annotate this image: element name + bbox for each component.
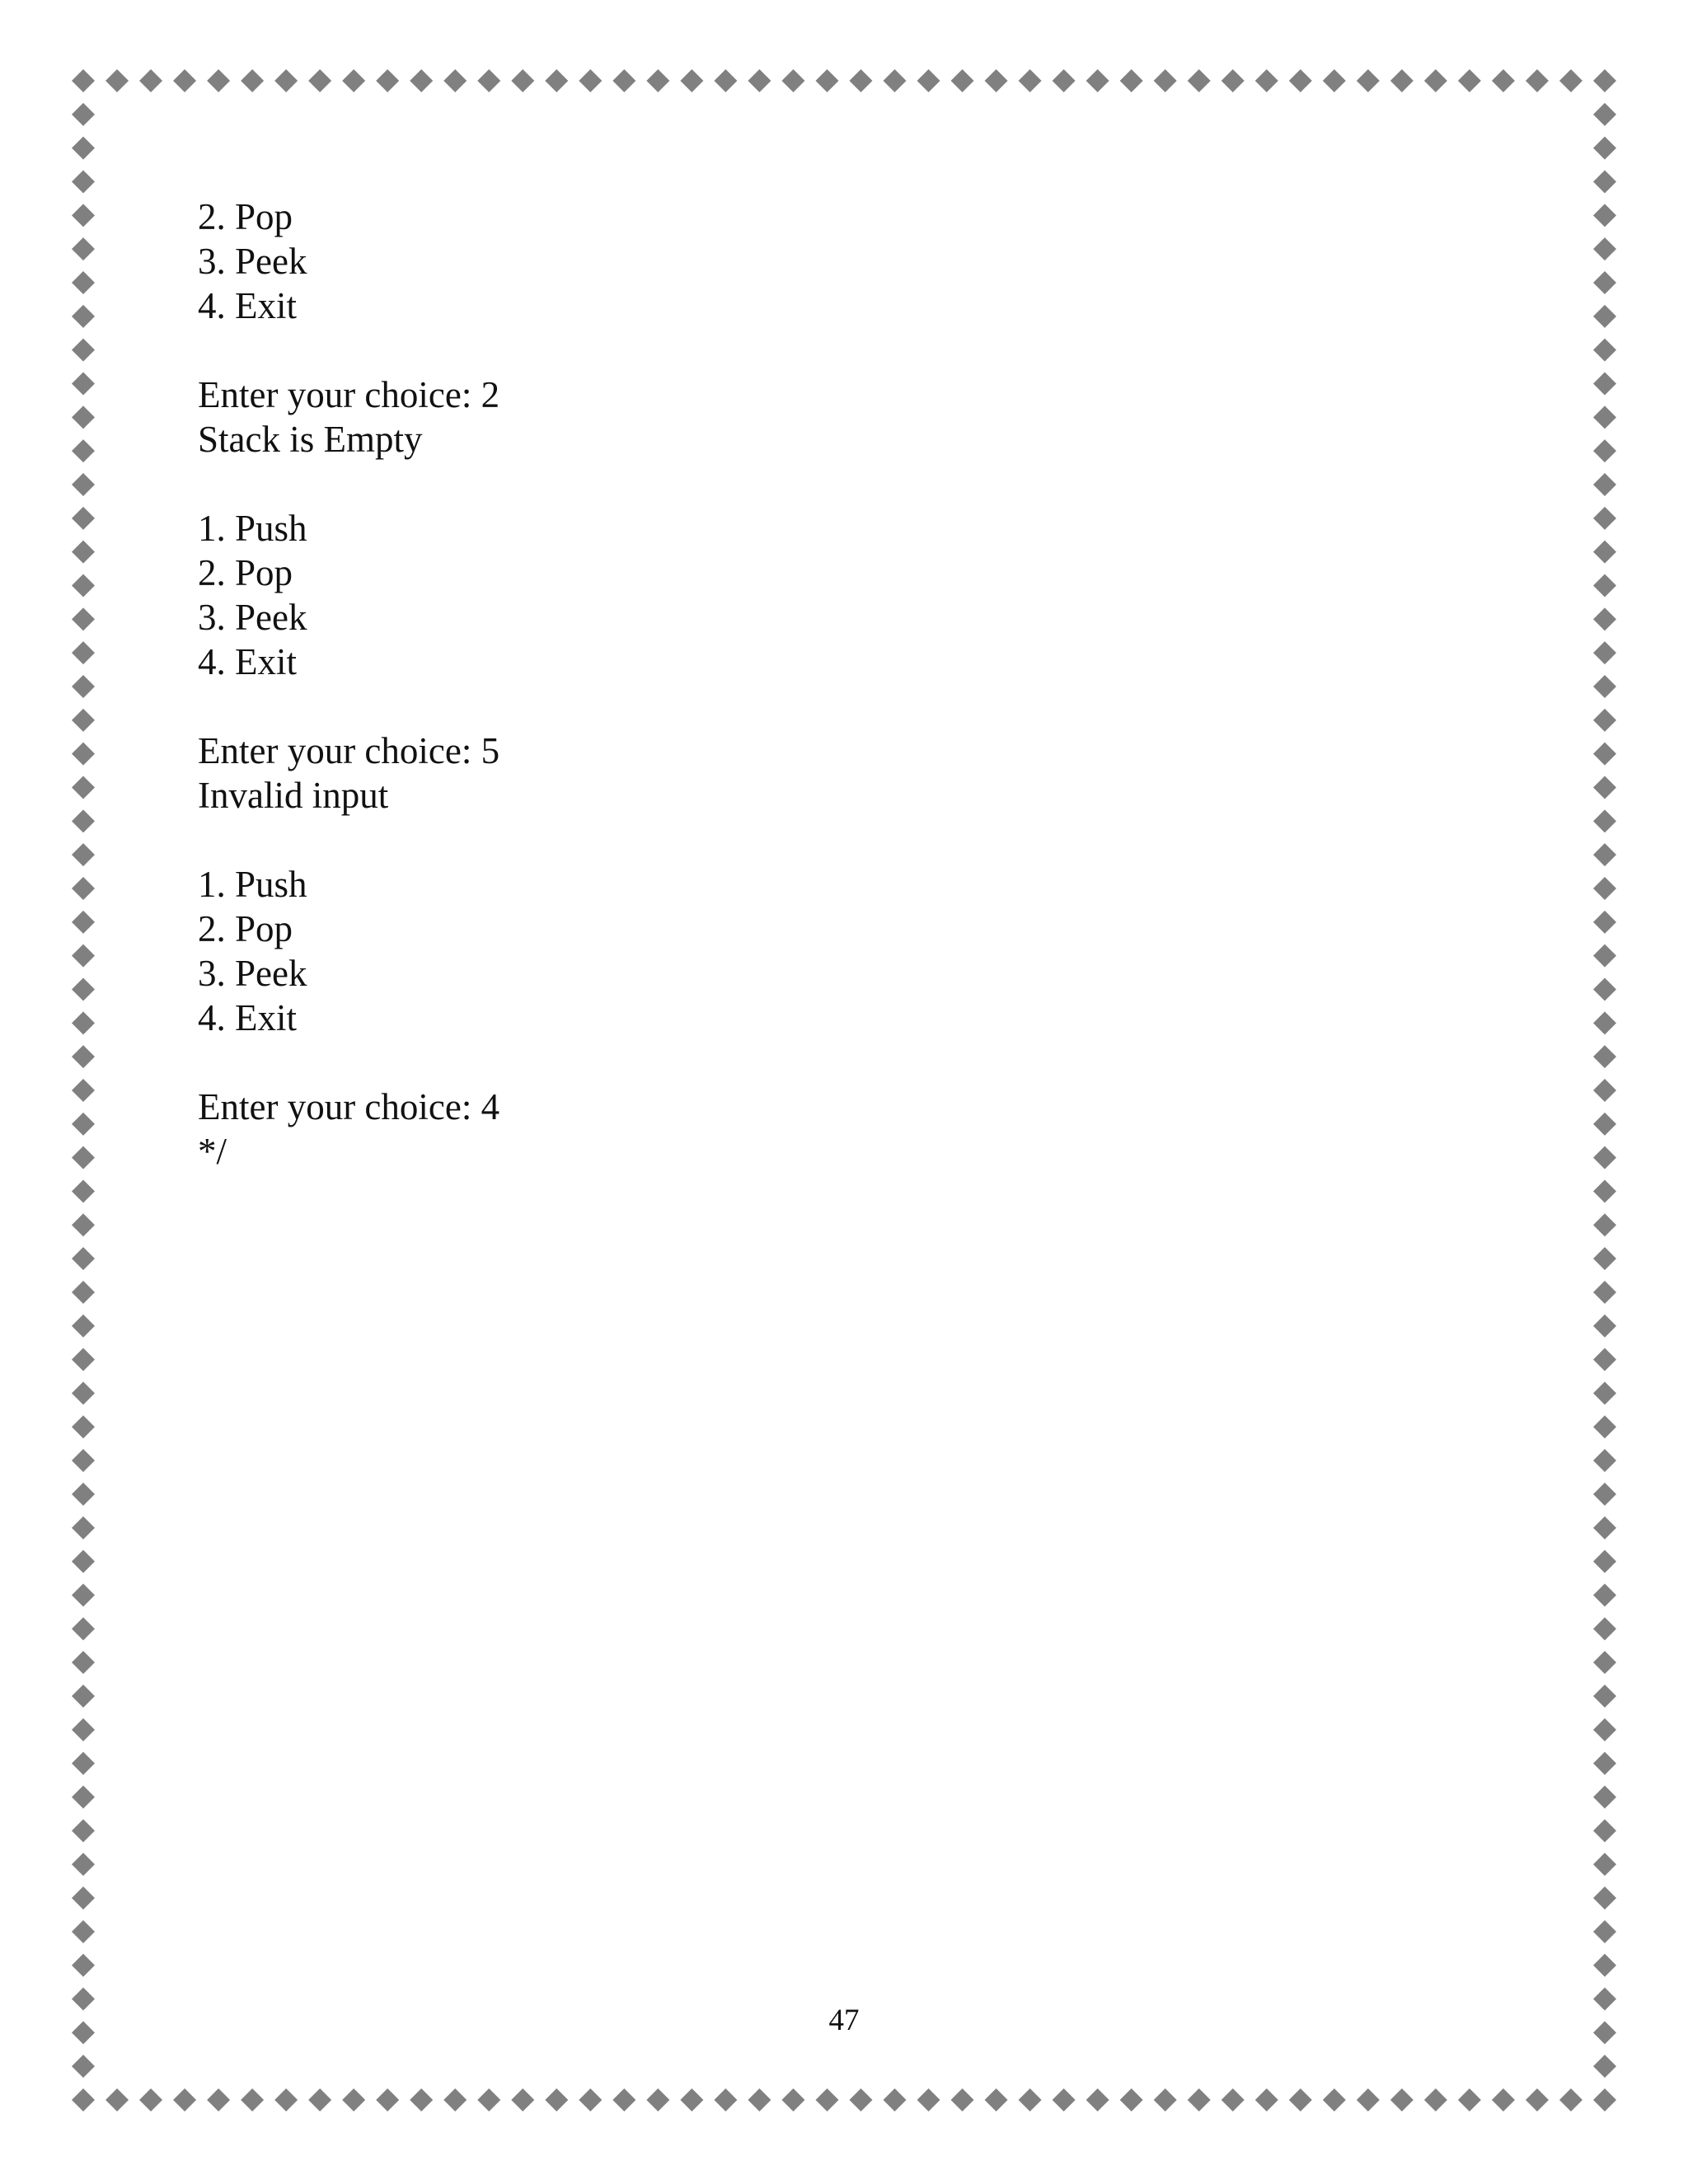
text-line: Enter your choice: 5 [198,730,500,771]
border-diamond [1593,709,1616,732]
border-diamond [72,1483,95,1506]
border-diamond [1593,1550,1616,1573]
border-diamond [680,2088,703,2111]
border-diamond [1154,69,1177,92]
border-diamond [72,607,95,630]
border-diamond [72,405,95,429]
border-diamond [1593,1449,1616,1472]
border-diamond [1289,69,1312,92]
border-diamond [72,2088,95,2111]
text-line: 4. Exit [198,997,297,1038]
border-diamond [1593,1247,1616,1270]
border-diamond [1593,405,1616,429]
border-diamond [646,69,669,92]
border-diamond [72,237,95,260]
border-diamond [850,69,873,92]
border-diamond [579,2088,602,2111]
border-diamond [884,69,907,92]
border-diamond [1593,1146,1616,1169]
border-diamond [1593,843,1616,866]
border-diamond [1593,339,1616,362]
border-diamond [917,2088,940,2111]
border-diamond [1593,204,1616,227]
blank-line [198,462,1434,506]
text-line: 1. Push [198,864,307,905]
border-diamond [1593,1213,1616,1236]
border-diamond [1593,978,1616,1001]
border-diamond [72,204,95,227]
border-diamond [1086,69,1109,92]
blank-line [198,328,1434,373]
border-diamond [1255,69,1278,92]
border-diamond [1593,675,1616,698]
border-diamond [72,1011,95,1034]
border-diamond [1593,944,1616,968]
border-diamond [72,776,95,799]
border-diamond [173,69,196,92]
border-diamond [1526,69,1549,92]
border-diamond [748,2088,771,2111]
border-diamond [72,1079,95,1102]
border-diamond [1526,2088,1549,2111]
border-diamond [1593,809,1616,832]
border-diamond [1120,2088,1143,2111]
border-diamond [1593,373,1616,396]
border-diamond [1593,1920,1616,1943]
border-diamond [1458,2088,1481,2111]
border-diamond [1221,2088,1245,2111]
border-diamond [545,69,568,92]
border-diamond [1357,2088,1380,2111]
border-diamond [72,69,95,92]
border-diamond [1120,69,1143,92]
border-diamond [1593,69,1616,92]
border-diamond [72,1819,95,1842]
border-diamond [410,2088,433,2111]
border-diamond [1593,171,1616,194]
border-diamond [477,69,500,92]
border-diamond [1593,1617,1616,1640]
border-diamond [443,69,467,92]
border-diamond [680,69,703,92]
border-diamond [72,709,95,732]
border-diamond [1424,2088,1447,2111]
border-diamond [1086,2088,1109,2111]
border-diamond [72,171,95,194]
text-line: 2. Pop [198,196,293,237]
border-diamond [545,2088,568,2111]
border-diamond [1593,305,1616,328]
border-diamond [1390,69,1414,92]
border-diamond [308,2088,331,2111]
border-diamond [241,69,264,92]
border-diamond [72,978,95,1001]
border-diamond [207,69,230,92]
border-diamond [139,69,162,92]
text-line: 2. Pop [198,552,293,593]
text-line: 3. Peek [198,953,307,994]
border-diamond [1019,2088,1042,2111]
border-diamond [477,2088,500,2111]
border-diamond [1154,2088,1177,2111]
border-diamond [207,2088,230,2111]
border-diamond [1188,69,1211,92]
border-diamond [1593,911,1616,934]
border-diamond [72,944,95,968]
border-diamond [1593,1516,1616,1540]
border-diamond [1593,1348,1616,1371]
border-diamond [72,2055,95,2078]
border-diamond [1593,1685,1616,1708]
border-diamond [308,69,331,92]
border-diamond [274,69,298,92]
border-diamond [72,507,95,530]
border-diamond [72,1415,95,1438]
border-diamond [72,541,95,564]
border-diamond [1593,1483,1616,1506]
border-diamond [1593,2088,1616,2111]
border-diamond [884,2088,907,2111]
border-diamond [1593,574,1616,598]
border-diamond [72,1550,95,1573]
border-diamond [1593,541,1616,564]
border-diamond [106,69,129,92]
border-diamond [443,2088,467,2111]
border-diamond [410,69,433,92]
blank-line [198,1040,1434,1085]
text-line: Enter your choice: 4 [198,1086,500,1127]
border-diamond [72,1281,95,1304]
border-diamond [1593,607,1616,630]
border-diamond [1221,69,1245,92]
border-diamond [72,1584,95,1607]
border-diamond [342,2088,365,2111]
page-number: 47 [828,2004,860,2037]
border-diamond [72,1954,95,1977]
border-diamond [72,1180,95,1203]
border-diamond [72,574,95,598]
border-diamond [1593,1853,1616,1876]
border-diamond [72,473,95,496]
border-diamond [1188,2088,1211,2111]
border-diamond [511,2088,534,2111]
border-diamond [714,2088,737,2111]
border-diamond [72,305,95,328]
border-diamond [781,69,804,92]
border-diamond [72,1247,95,1270]
border-diamond [1492,2088,1515,2111]
border-diamond [511,69,534,92]
border-diamond [72,1348,95,1371]
border-diamond [72,1718,95,1741]
text-line: 4. Exit [198,285,297,326]
border-diamond [850,2088,873,2111]
border-diamond [342,69,365,92]
border-diamond [72,339,95,362]
border-diamond [72,1449,95,1472]
border-diamond [1593,1079,1616,1102]
border-diamond [72,373,95,396]
border-diamond [1593,1315,1616,1338]
border-diamond [72,439,95,462]
text-line: 4. Exit [198,641,297,682]
border-diamond [1593,1651,1616,1674]
border-diamond [1593,1045,1616,1068]
border-diamond [1593,473,1616,496]
border-diamond [985,69,1008,92]
border-diamond [106,2088,129,2111]
border-diamond [72,1382,95,1405]
border-diamond [72,137,95,160]
border-diamond [72,675,95,698]
border-diamond [72,1213,95,1236]
border-diamond [376,2088,399,2111]
border-diamond [72,1786,95,1809]
border-diamond [72,1113,95,1136]
border-diamond [1593,1819,1616,1842]
border-diamond [1593,439,1616,462]
border-diamond [1019,69,1042,92]
border-diamond [1593,271,1616,294]
border-diamond [1323,69,1346,92]
border-diamond [1593,776,1616,799]
border-diamond [1593,1584,1616,1607]
border-diamond [815,69,838,92]
border-diamond [1593,1281,1616,1304]
blank-line [198,818,1434,862]
border-diamond [1424,69,1447,92]
border-diamond [1559,2088,1582,2111]
border-diamond [1593,1011,1616,1034]
border-diamond [72,743,95,766]
border-diamond [714,69,737,92]
border-diamond [72,911,95,934]
border-diamond [951,2088,974,2111]
text-line: 3. Peek [198,597,307,638]
border-diamond [917,69,940,92]
border-diamond [1593,1752,1616,1775]
border-diamond [72,1886,95,1910]
border-diamond [72,1853,95,1876]
border-diamond [1593,1954,1616,1977]
border-diamond [72,877,95,900]
border-diamond [1593,743,1616,766]
border-diamond [1593,237,1616,260]
border-diamond [781,2088,804,2111]
text-line: 1. Push [198,508,307,549]
border-diamond [72,1651,95,1674]
border-diamond [72,843,95,866]
border-diamond [646,2088,669,2111]
blank-line [198,684,1434,729]
border-diamond [1390,2088,1414,2111]
border-diamond [72,1045,95,1068]
border-diamond [1323,2088,1346,2111]
border-diamond [173,2088,196,2111]
text-line: 3. Peek [198,241,307,282]
border-diamond [1593,877,1616,900]
border-diamond [1593,103,1616,126]
border-diamond [72,271,95,294]
border-diamond [72,1315,95,1338]
text-line: */ [198,1131,227,1172]
border-diamond [1593,1113,1616,1136]
text-line: Invalid input [198,775,389,816]
border-diamond [579,69,602,92]
border-diamond [1053,2088,1076,2111]
border-diamond [72,641,95,664]
border-diamond [1492,69,1515,92]
border-diamond [815,2088,838,2111]
border-diamond [139,2088,162,2111]
border-diamond [1593,137,1616,160]
border-diamond [951,69,974,92]
border-diamond [1559,69,1582,92]
border-diamond [1593,1886,1616,1910]
border-diamond [274,2088,298,2111]
border-diamond [1593,1415,1616,1438]
border-diamond [72,1516,95,1540]
border-diamond [72,1617,95,1640]
border-diamond [748,69,771,92]
border-diamond [72,1146,95,1169]
border-diamond [72,1752,95,1775]
border-diamond [612,2088,635,2111]
border-diamond [72,1685,95,1708]
border-diamond [1458,69,1481,92]
text-line: 2. Pop [198,908,293,949]
text-line: Stack is Empty [198,419,423,460]
border-diamond [376,69,399,92]
text-line: Enter your choice: 2 [198,374,500,415]
border-diamond [72,103,95,126]
border-diamond [1357,69,1380,92]
border-diamond [241,2088,264,2111]
border-diamond [72,809,95,832]
border-diamond [1593,1180,1616,1203]
border-diamond [1593,1382,1616,1405]
border-diamond [1593,507,1616,530]
border-diamond [1289,2088,1312,2111]
border-diamond [1593,2055,1616,2078]
console-output-text [198,194,1434,1174]
border-diamond [985,2088,1008,2111]
border-diamond [1053,69,1076,92]
border-diamond [72,1920,95,1943]
border-diamond [612,69,635,92]
border-diamond [1255,2088,1278,2111]
border-diamond [1593,1718,1616,1741]
border-diamond [1593,641,1616,664]
border-diamond [1593,1786,1616,1809]
